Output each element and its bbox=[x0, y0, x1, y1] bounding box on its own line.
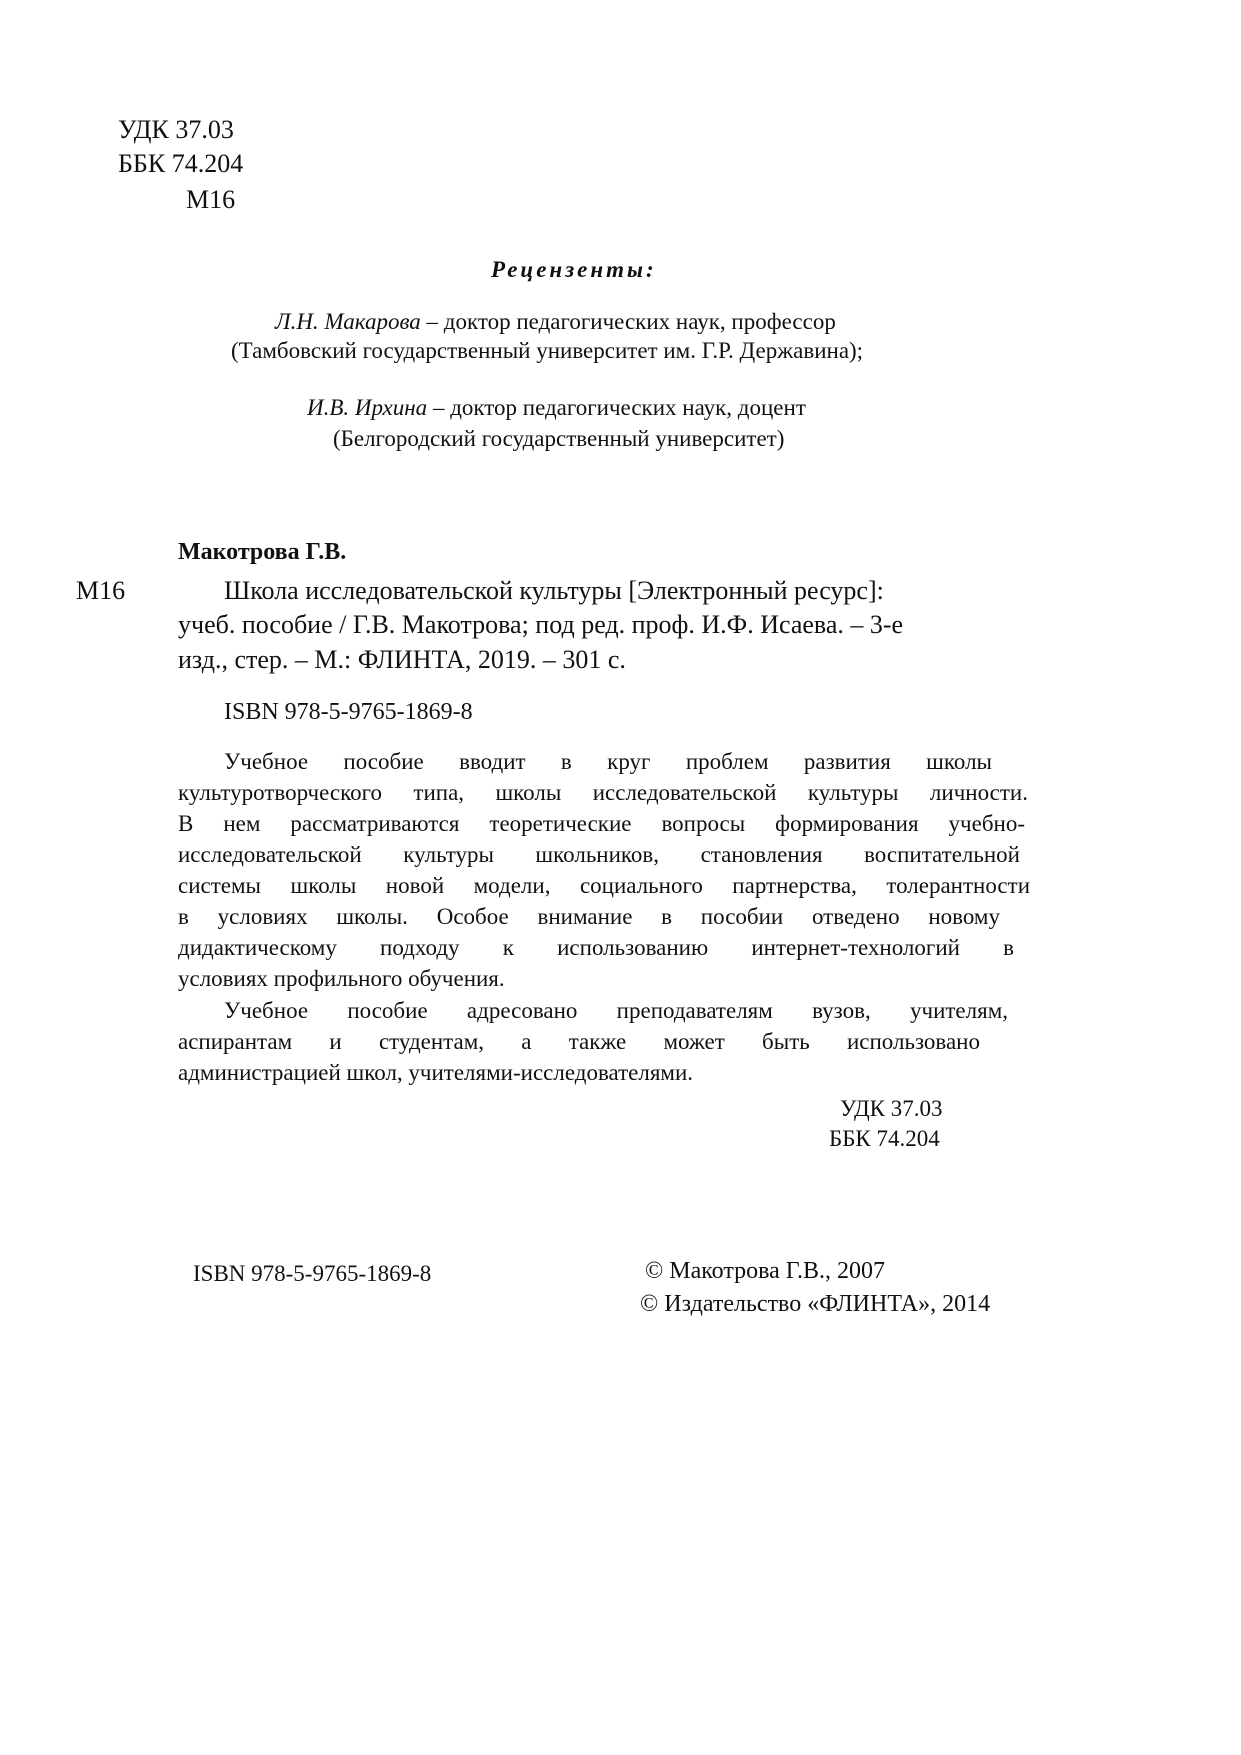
annotation-line: в условиях школы. Особое внимание в пособии отведено новому bbox=[178, 904, 1000, 929]
bibliography-author: Макотрова Г.В. bbox=[178, 539, 347, 565]
reviewer-2-role: – доктор педагогических наук, доцент bbox=[427, 395, 806, 420]
annotation-line: дидактическому подходу к использованию интернет-технологий в bbox=[178, 935, 1014, 960]
reviewer-1-affiliation: (Тамбовский государственный университет им. Г.Р. Державина); bbox=[231, 338, 864, 363]
reviewer-2 bbox=[307, 392, 806, 423]
bibliography-isbn: ISBN 978-5-9765-1869-8 bbox=[224, 699, 473, 725]
reviewers-title: Рецензенты: bbox=[491, 257, 657, 282]
footer-isbn: ISBN 978-5-9765-1869-8 bbox=[193, 1261, 432, 1286]
reviewer-2-name: И.В. Ирхина bbox=[307, 395, 428, 420]
annotation-paragraph-1 bbox=[178, 746, 1030, 994]
udk-code-top: УДК 37.03 bbox=[118, 115, 234, 144]
udk-code-bottom: УДК 37.03 bbox=[840, 1096, 943, 1121]
bibliography-line-1: Школа исследовательской культуры [Электронный ресурс]: bbox=[224, 576, 884, 605]
annotation-line: условиях профильного обучения. bbox=[178, 966, 505, 991]
reviewer-1-role: – доктор педагогических наук, профессор bbox=[420, 309, 836, 334]
annotation-line: В нем рассматриваются теоретические вопросы формирования учебно- bbox=[178, 811, 1025, 836]
annotation-paragraph-2 bbox=[178, 995, 1030, 1088]
annotation-line: администрацией школ, учителями-исследователями. bbox=[178, 1060, 694, 1085]
annotation-line: аспирантам и студентам, а также может быть использовано bbox=[178, 1029, 980, 1054]
reviewer-2-affiliation: (Белгородский государственный университет) bbox=[333, 426, 785, 451]
copyright-publisher: © Издательство «ФЛИНТА», 2014 bbox=[640, 1291, 991, 1317]
reviewer-1-name: Л.Н. Макарова bbox=[275, 309, 421, 334]
bibliography-line-3: изд., стер. – М.: ФЛИНТА, 2019. – 301 с. bbox=[178, 645, 626, 674]
annotation-line: Учебное пособие вводит в круг проблем развития школы bbox=[224, 749, 992, 774]
bbk-code-bottom: ББК 74.204 bbox=[829, 1126, 940, 1151]
copyright-author: © Макотрова Г.В., 2007 bbox=[645, 1258, 885, 1284]
annotation-line: исследовательской культуры школьников, становления воспитательной bbox=[178, 842, 1020, 867]
bibliography-author-mark: М16 bbox=[76, 576, 126, 605]
annotation-line: Учебное пособие адресовано преподавателям вузов, учителям, bbox=[224, 998, 1008, 1023]
bbk-code-top: ББК 74.204 bbox=[118, 149, 244, 178]
annotation-line: культуротворческого типа, школы исследовательской культуры личности. bbox=[178, 780, 1028, 805]
bibliography-line-2: учеб. пособие / Г.В. Макотрова; под ред. проф. И.Ф. Исаева. – 3-е bbox=[178, 610, 904, 639]
annotation-line: системы школы новой модели, социального партнерства, толерантности bbox=[178, 873, 1030, 898]
reviewer-1 bbox=[275, 306, 836, 337]
author-mark-top: М16 bbox=[186, 185, 236, 214]
